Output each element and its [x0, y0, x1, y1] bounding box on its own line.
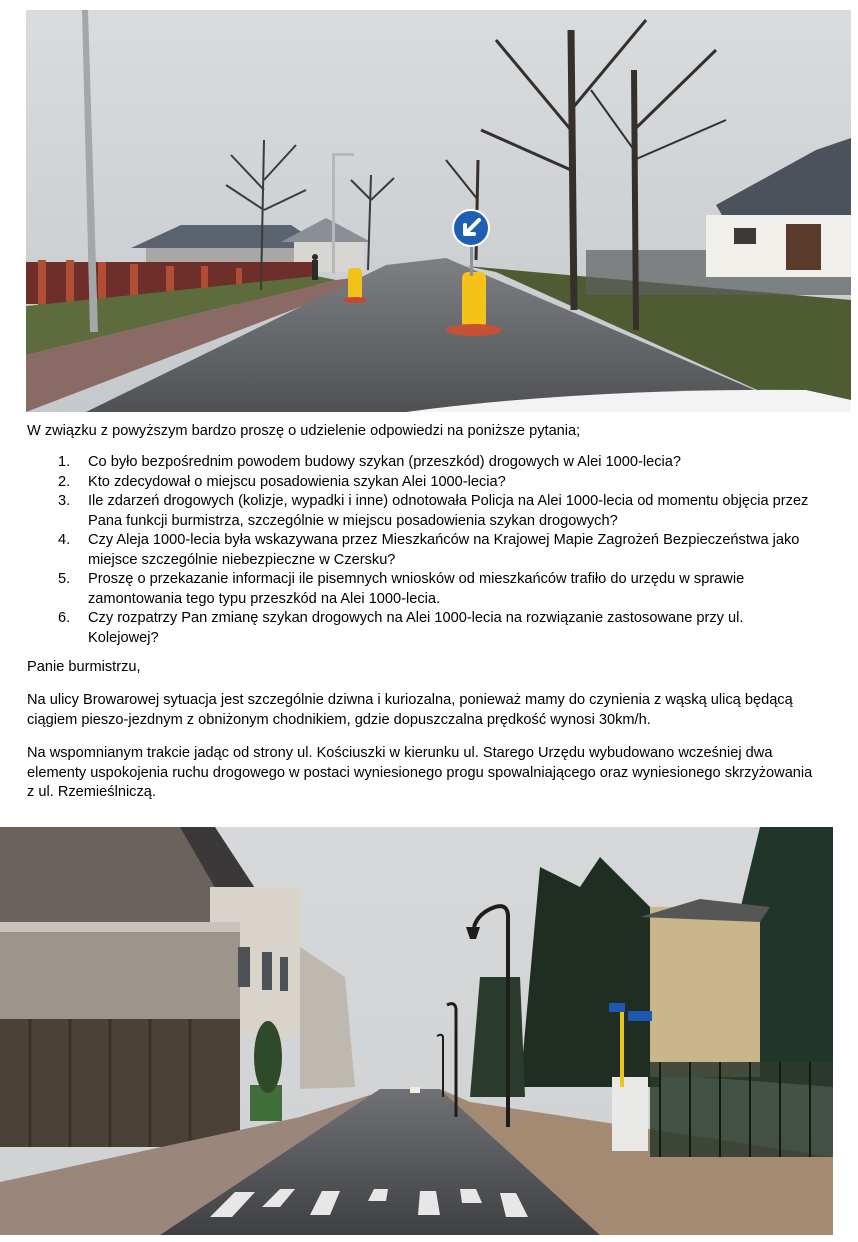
keep-right-arrow-icon	[453, 210, 489, 246]
street-photo-aleja-1000-lecia	[26, 10, 851, 412]
list-item-number: 1.	[58, 454, 71, 470]
list-item	[27, 531, 817, 570]
list-item	[27, 453, 817, 473]
list-item-text: Co było bezpośrednim powodem budowy szykan (przeszkód) drogowych w Alei 1000-lecia?	[88, 454, 681, 470]
list-item-number: 5.	[58, 571, 71, 587]
list-item-number: 3.	[58, 493, 71, 509]
questions-list	[27, 453, 817, 648]
salutation: Panie burmistrzu,	[27, 659, 141, 675]
intro-text: W związku z powyższym bardzo proszę o udzielenie odpowiedzi na poniższe pytania;	[27, 423, 581, 439]
list-item	[27, 492, 817, 531]
list-item-text: Czy Aleja 1000-lecia była wskazywana przez Mieszkańców na Krajowej Mapie Zagrożeń Bezpieczeństwa jako miejsce szczególnie niebezpieczne w Czersku?	[88, 532, 800, 568]
list-item-text: Ile zdarzeń drogowych (kolizje, wypadki i inne) odnotowała Policja na Alei 1000-lecia od momentu objęcia przez Pana funkcji burmistrza, szczególnie w miejscu posadowienia szykan drogowych?	[88, 493, 809, 529]
street-photo-browarowa	[0, 827, 833, 1235]
list-item	[27, 609, 817, 648]
list-item-number: 2.	[58, 473, 71, 490]
list-item-text: Proszę o przekazanie informacji ile pisemnych wniosków od mieszkańców trafiło do urzędu w sprawie zamontowania tego typu przeszkód na Alei 1000-lecia.	[88, 571, 745, 607]
list-item-number: 4.	[58, 532, 71, 548]
paragraph: Na wspomnianym trakcie jadąc od strony ul. Kościuszki w kierunku ul. Starego Urzędu wybudowano wcześniej dwa elementy uspokojenia ruchu drogowego w postaci wyniesionego progu spowalniającego oraz wyniesionego skrzyżowania z ul. Rzemieślniczą.	[27, 745, 813, 800]
list-item	[27, 570, 817, 609]
list-item	[27, 473, 817, 493]
list-item-number: 6.	[58, 610, 71, 626]
paragraph: Na ulicy Browarowej sytuacja jest szczególnie dziwna i kuriozalna, ponieważ mamy do czynienia z wąską ulicą będącą ciągiem pieszo-jezdnym z obniżonym chodnikiem, gdzie dopuszczalna prędkość wynosi 30km/h.	[27, 692, 793, 728]
list-item-text: Czy rozpatrzy Pan zmianę szykan drogowych na Alei 1000-lecia na rozwiązanie zastosowane przy ul. Kolejowej?	[88, 610, 744, 646]
list-item-text: Kto zdecydował o miejscu posadowienia szykan Alei 1000-lecia?	[88, 473, 506, 490]
